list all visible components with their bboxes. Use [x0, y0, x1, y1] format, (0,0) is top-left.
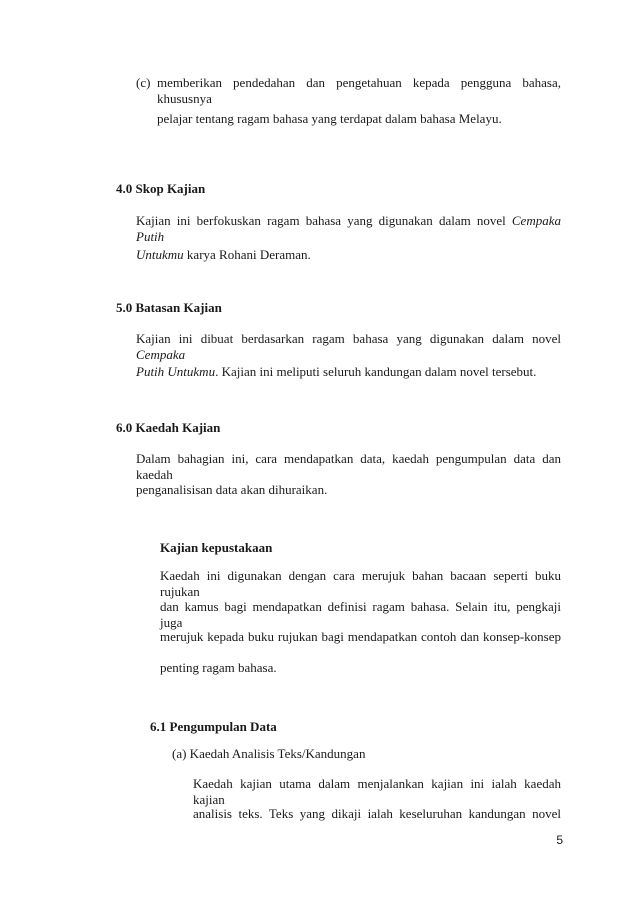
kepustakaan-line-2: dan kamus bagi mendapatkan definisi ragam bahasa. Selain itu, pengkaji juga: [160, 599, 561, 630]
item-c-line-2: pelajar tentang ragam bahasa yang terdapat dalam bahasa Melayu.: [157, 111, 502, 126]
section-4-novel-title-part-2: Untukmu: [136, 247, 184, 262]
section-6-line-1: Dalam bahagian ini, cara mendapatkan data, kaedah pengumpulan data dan kaedah: [136, 451, 561, 482]
section-4-line-2: [136, 247, 311, 263]
section-4-line-1: [136, 213, 561, 245]
section-6-1-item-a: (a) Kaedah Analisis Teks/Kandungan: [172, 746, 366, 761]
section-4-line-2-text: karya Rohani Deraman.: [186, 247, 311, 262]
section-5-novel-title-part-2: Putih Untukmu: [136, 364, 216, 379]
section-6-1-line-1: Kaedah kajian utama dalam menjalankan kajian ini ialah kaedah kajian: [193, 776, 561, 807]
page-number: 5: [556, 833, 563, 847]
kepustakaan-line-1: Kaedah ini digunakan dengan cara merujuk bahan bacaan seperti buku rujukan: [160, 568, 561, 599]
section-5-novel-title-part-1: Cempaka: [136, 347, 186, 362]
section-6-heading: 6.0 Kaedah Kajian: [116, 420, 221, 435]
section-5-line-1: [136, 331, 561, 363]
section-4-line-1-text: Kajian ini berfokuskan ragam bahasa yang digunakan dalam novel: [136, 213, 506, 228]
section-5-line-1-text: Kajian ini dibuat berdasarkan ragam bahasa yang digunakan dalam novel: [136, 331, 561, 346]
section-6-1-heading: 6.1 Pengumpulan Data: [150, 719, 277, 734]
item-c-line-1: memberikan pendedahan dan pengetahuan kepada pengguna bahasa, khususnya: [157, 75, 561, 106]
kepustakaan-line-4: penting ragam bahasa.: [160, 660, 277, 675]
kepustakaan-line-3: merujuk kepada buku rujukan bagi mendapatkan contoh dan konsep-konsep: [160, 629, 561, 644]
kepustakaan-heading: Kajian kepustakaan: [160, 540, 273, 555]
section-4-heading: 4.0 Skop Kajian: [116, 181, 206, 196]
section-6-line-2: penganalisisan data akan dihuraikan.: [136, 482, 328, 497]
section-6-1-line-2: analisis teks. Teks yang dikaji ialah keseluruhan kandungan novel: [193, 806, 561, 821]
section-5-heading: 5.0 Batasan Kajian: [116, 300, 222, 315]
section-5-line-2: [136, 364, 536, 380]
section-4-novel-title-part-1: Cempaka Putih: [136, 213, 561, 244]
item-c-marker: (c): [136, 75, 151, 90]
section-5-line-2-text: . Kajian ini meliputi seluruh kandungan dalam novel tersebut.: [215, 364, 537, 379]
